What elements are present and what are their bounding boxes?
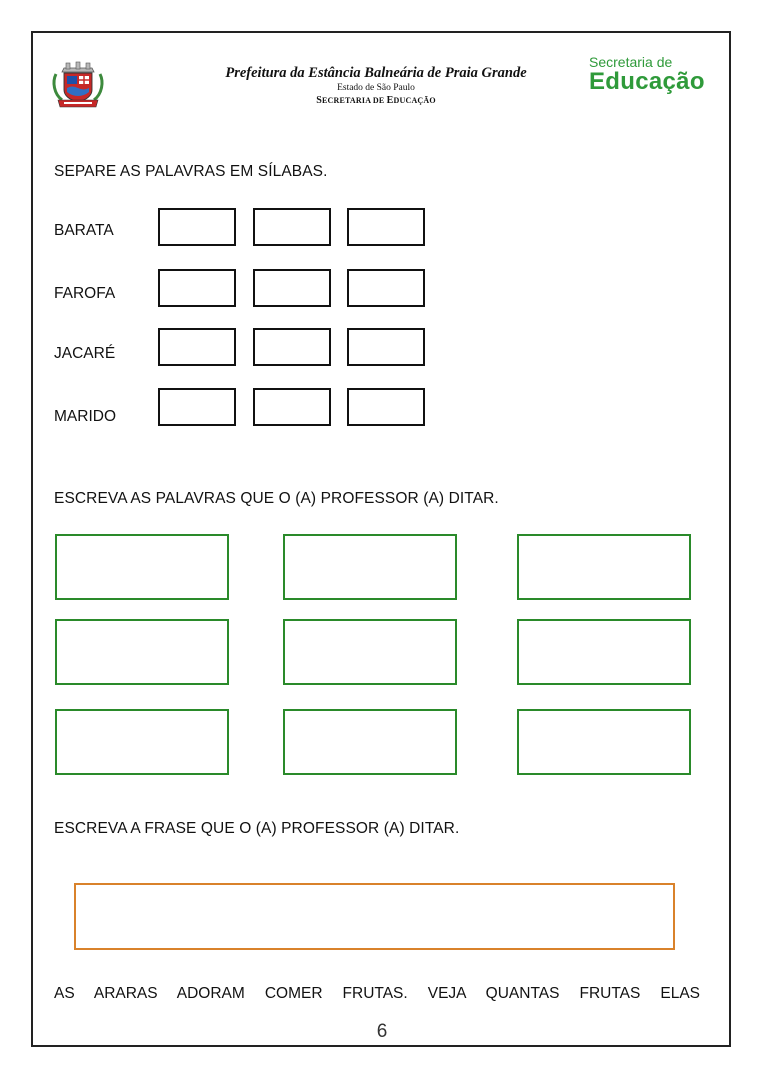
syllable-box[interactable] <box>253 328 331 366</box>
word-answer-box[interactable] <box>283 709 457 775</box>
word-label: JACARÉ <box>54 345 116 362</box>
header-secretaria <box>200 94 552 108</box>
word-answer-box[interactable] <box>55 619 229 685</box>
word-answer-box[interactable] <box>283 534 457 600</box>
syllable-box[interactable] <box>158 388 236 426</box>
syllable-box[interactable] <box>347 388 425 426</box>
header-title: Prefeitura da Estância Balneária de Praia Grande <box>225 65 527 81</box>
word-label: BARATA <box>54 222 114 239</box>
word-answer-box[interactable] <box>55 709 229 775</box>
sec-letter-s: S <box>316 95 322 106</box>
word-answer-box[interactable] <box>517 534 691 600</box>
page-number: 6 <box>376 1021 388 1042</box>
instruction-dictation-sentence: ESCREVA A FRASE QUE O (A) PROFESSOR (A) DITAR. <box>54 820 460 837</box>
secretaria-educacao-logo <box>589 54 705 95</box>
syllable-box[interactable] <box>347 328 425 366</box>
word-answer-box[interactable] <box>517 619 691 685</box>
header-center <box>200 64 552 108</box>
logo-top-text: Secretaria de <box>589 54 673 70</box>
syllable-box[interactable] <box>158 208 236 246</box>
syllable-box[interactable] <box>253 388 331 426</box>
instruction-syllables: SEPARE AS PALAVRAS EM SÍLABAS. <box>54 163 328 180</box>
word-label: MARIDO <box>54 408 116 425</box>
syllable-box[interactable] <box>253 269 331 307</box>
sec-rest-2: DUCAÇÃO <box>393 96 436 105</box>
municipal-crest-icon <box>50 58 106 110</box>
logo-main-text: Educação <box>589 68 705 95</box>
syllable-box[interactable] <box>158 328 236 366</box>
word-answer-box[interactable] <box>55 534 229 600</box>
instruction-dictation-words: ESCREVA AS PALAVRAS QUE O (A) PROFESSOR (A) DITAR. <box>54 490 499 507</box>
word-label: FAROFA <box>54 285 116 302</box>
header-state: Estado de São Paulo <box>337 83 415 93</box>
sentence-answer-box[interactable] <box>74 883 675 950</box>
syllable-box[interactable] <box>347 208 425 246</box>
sec-rest-1: ECRETARIA DE <box>321 96 387 105</box>
word-answer-box[interactable] <box>517 709 691 775</box>
sec-letter-e: E <box>386 95 394 106</box>
syllable-box[interactable] <box>347 269 425 307</box>
syllable-box[interactable] <box>253 208 331 246</box>
syllable-box[interactable] <box>158 269 236 307</box>
bottom-text: AS ARARAS ADORAM COMER FRUTAS. VEJA QUANTAS FRUTAS ELAS <box>54 985 700 1002</box>
word-answer-box[interactable] <box>283 619 457 685</box>
